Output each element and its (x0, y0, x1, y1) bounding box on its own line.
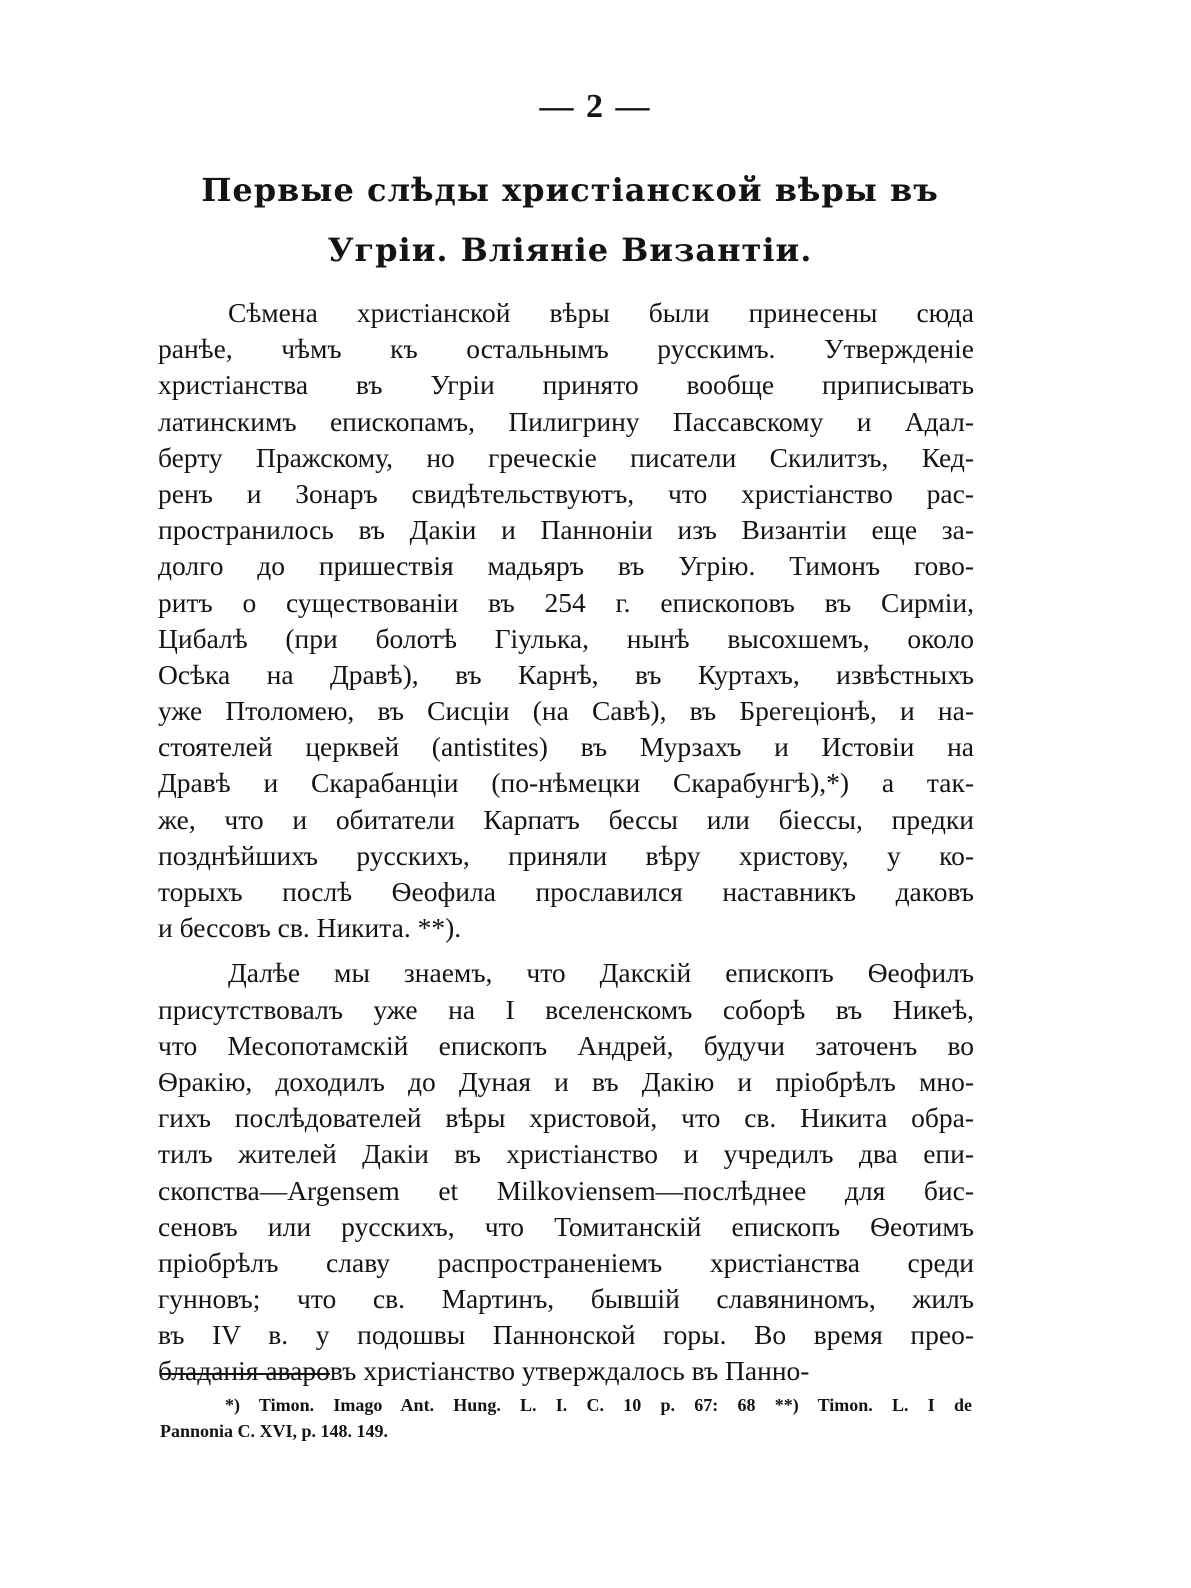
text-line: пріобрѣлъ славу распространеніемъ христіанства среди (158, 1246, 974, 1278)
text-line: позднѣйшихъ русскихъ, приняли вѣру христову, у ко- (158, 839, 974, 871)
text-line: торыхъ послѣ Ѳеофила прославился наставникъ даковъ (158, 876, 974, 907)
text-line: сеновъ или русскихъ, что Томитанскій епископъ Ѳеотимъ (158, 1210, 974, 1242)
text-line: Цибалѣ (при болотѣ Гіулька, нынѣ высохшемъ, около (158, 622, 974, 654)
text-line: бладанія аваровъ христіанство утверждалось въ Панно- (158, 1355, 810, 1387)
text-line: Дравѣ и Скарабанціи (по-нѣмецки Скарабунгѣ),*) а так- (158, 767, 974, 799)
footnotes (160, 1392, 972, 1444)
text-line: долго до пришествія мадьяръ въ Угрію. Тимонъ гово- (158, 550, 974, 582)
section-heading (130, 160, 1010, 280)
page-number: — 2 — (539, 88, 652, 125)
text-line: ренъ и Зонаръ свидѣтельствуютъ, что христіанство рас- (158, 477, 974, 509)
paragraph (158, 295, 974, 946)
text-line: Сѣмена христіанской вѣры были принесены сюда (228, 297, 974, 328)
text-line: и бессовъ св. Никита. **). (158, 912, 462, 944)
footnote-line: Pannonia C. XVI, p. 148. 149. (160, 1421, 389, 1441)
text-line: уже Птоломею, въ Сисціи (на Савѣ), въ Брегеціонѣ, и на- (158, 695, 974, 727)
text-line: латинскимъ епископамъ, Пилигрину Пассавскому и Адал- (158, 405, 974, 437)
text-line: берту Пражскому, но греческіе писатели Скилитзъ, Кед- (158, 441, 974, 473)
text-line: присутствовалъ уже на I вселенскомъ соборѣ въ Никеѣ, (158, 993, 974, 1025)
text-line: ранѣе, чѣмъ къ остальнымъ русскимъ. Утвержденіе (158, 333, 974, 365)
text-line: Ѳракію, доходилъ до Дуная и въ Дакію и пріобрѣлъ мно- (158, 1065, 974, 1097)
footnote-line: *) Timon. Imago Ant. Hung. L. I. C. 10 p. 67: 68 **) Timon. L. I de (225, 1395, 972, 1415)
text-line: же, что и обитатели Карпатъ бессы или біессы, предки (158, 803, 974, 835)
heading-line: Первые слѣды христіанской вѣры въ (201, 171, 939, 209)
text-line: Осѣка на Дравѣ), въ Карнѣ, въ Куртахъ, извѣстныхъ (158, 658, 974, 690)
paragraph (158, 955, 974, 1389)
text-line: гихъ послѣдователей вѣры христовой, что св. Никита обра- (158, 1102, 974, 1134)
text-line: христіанства въ Угріи принято вообще приписывать (158, 369, 974, 401)
text-line: стоятелей церквей (antistites) въ Мурзахъ и Истовіи на (158, 731, 974, 763)
footnote-divider (160, 1373, 330, 1375)
heading-line: Угріи. Вліяніе Византіи. (327, 231, 813, 269)
text-line: въ IV в. у подошвы Паннонской горы. Во время прео- (158, 1319, 974, 1351)
body-text (158, 295, 974, 1390)
text-line: тилъ жителей Дакіи въ христіанство и учредилъ два епи- (158, 1138, 974, 1170)
text-line: ритъ о существованіи въ 254 г. епископовъ въ Сирміи, (158, 586, 974, 618)
text-line: пространилось въ Дакіи и Панноніи изъ Византіи еще за- (158, 514, 974, 546)
text-line: что Месопотамскій епископъ Андрей, будучи заточенъ во (158, 1029, 974, 1061)
text-line: скопства—Argensem et Milkoviensem—послѣднее для бис- (158, 1174, 974, 1206)
text-line: гунновъ; что св. Мартинъ, бывшій славяниномъ, жилъ (158, 1283, 974, 1315)
text-line: Далѣе мы знаемъ, что Дакскій епископъ Ѳеофилъ (228, 957, 974, 989)
